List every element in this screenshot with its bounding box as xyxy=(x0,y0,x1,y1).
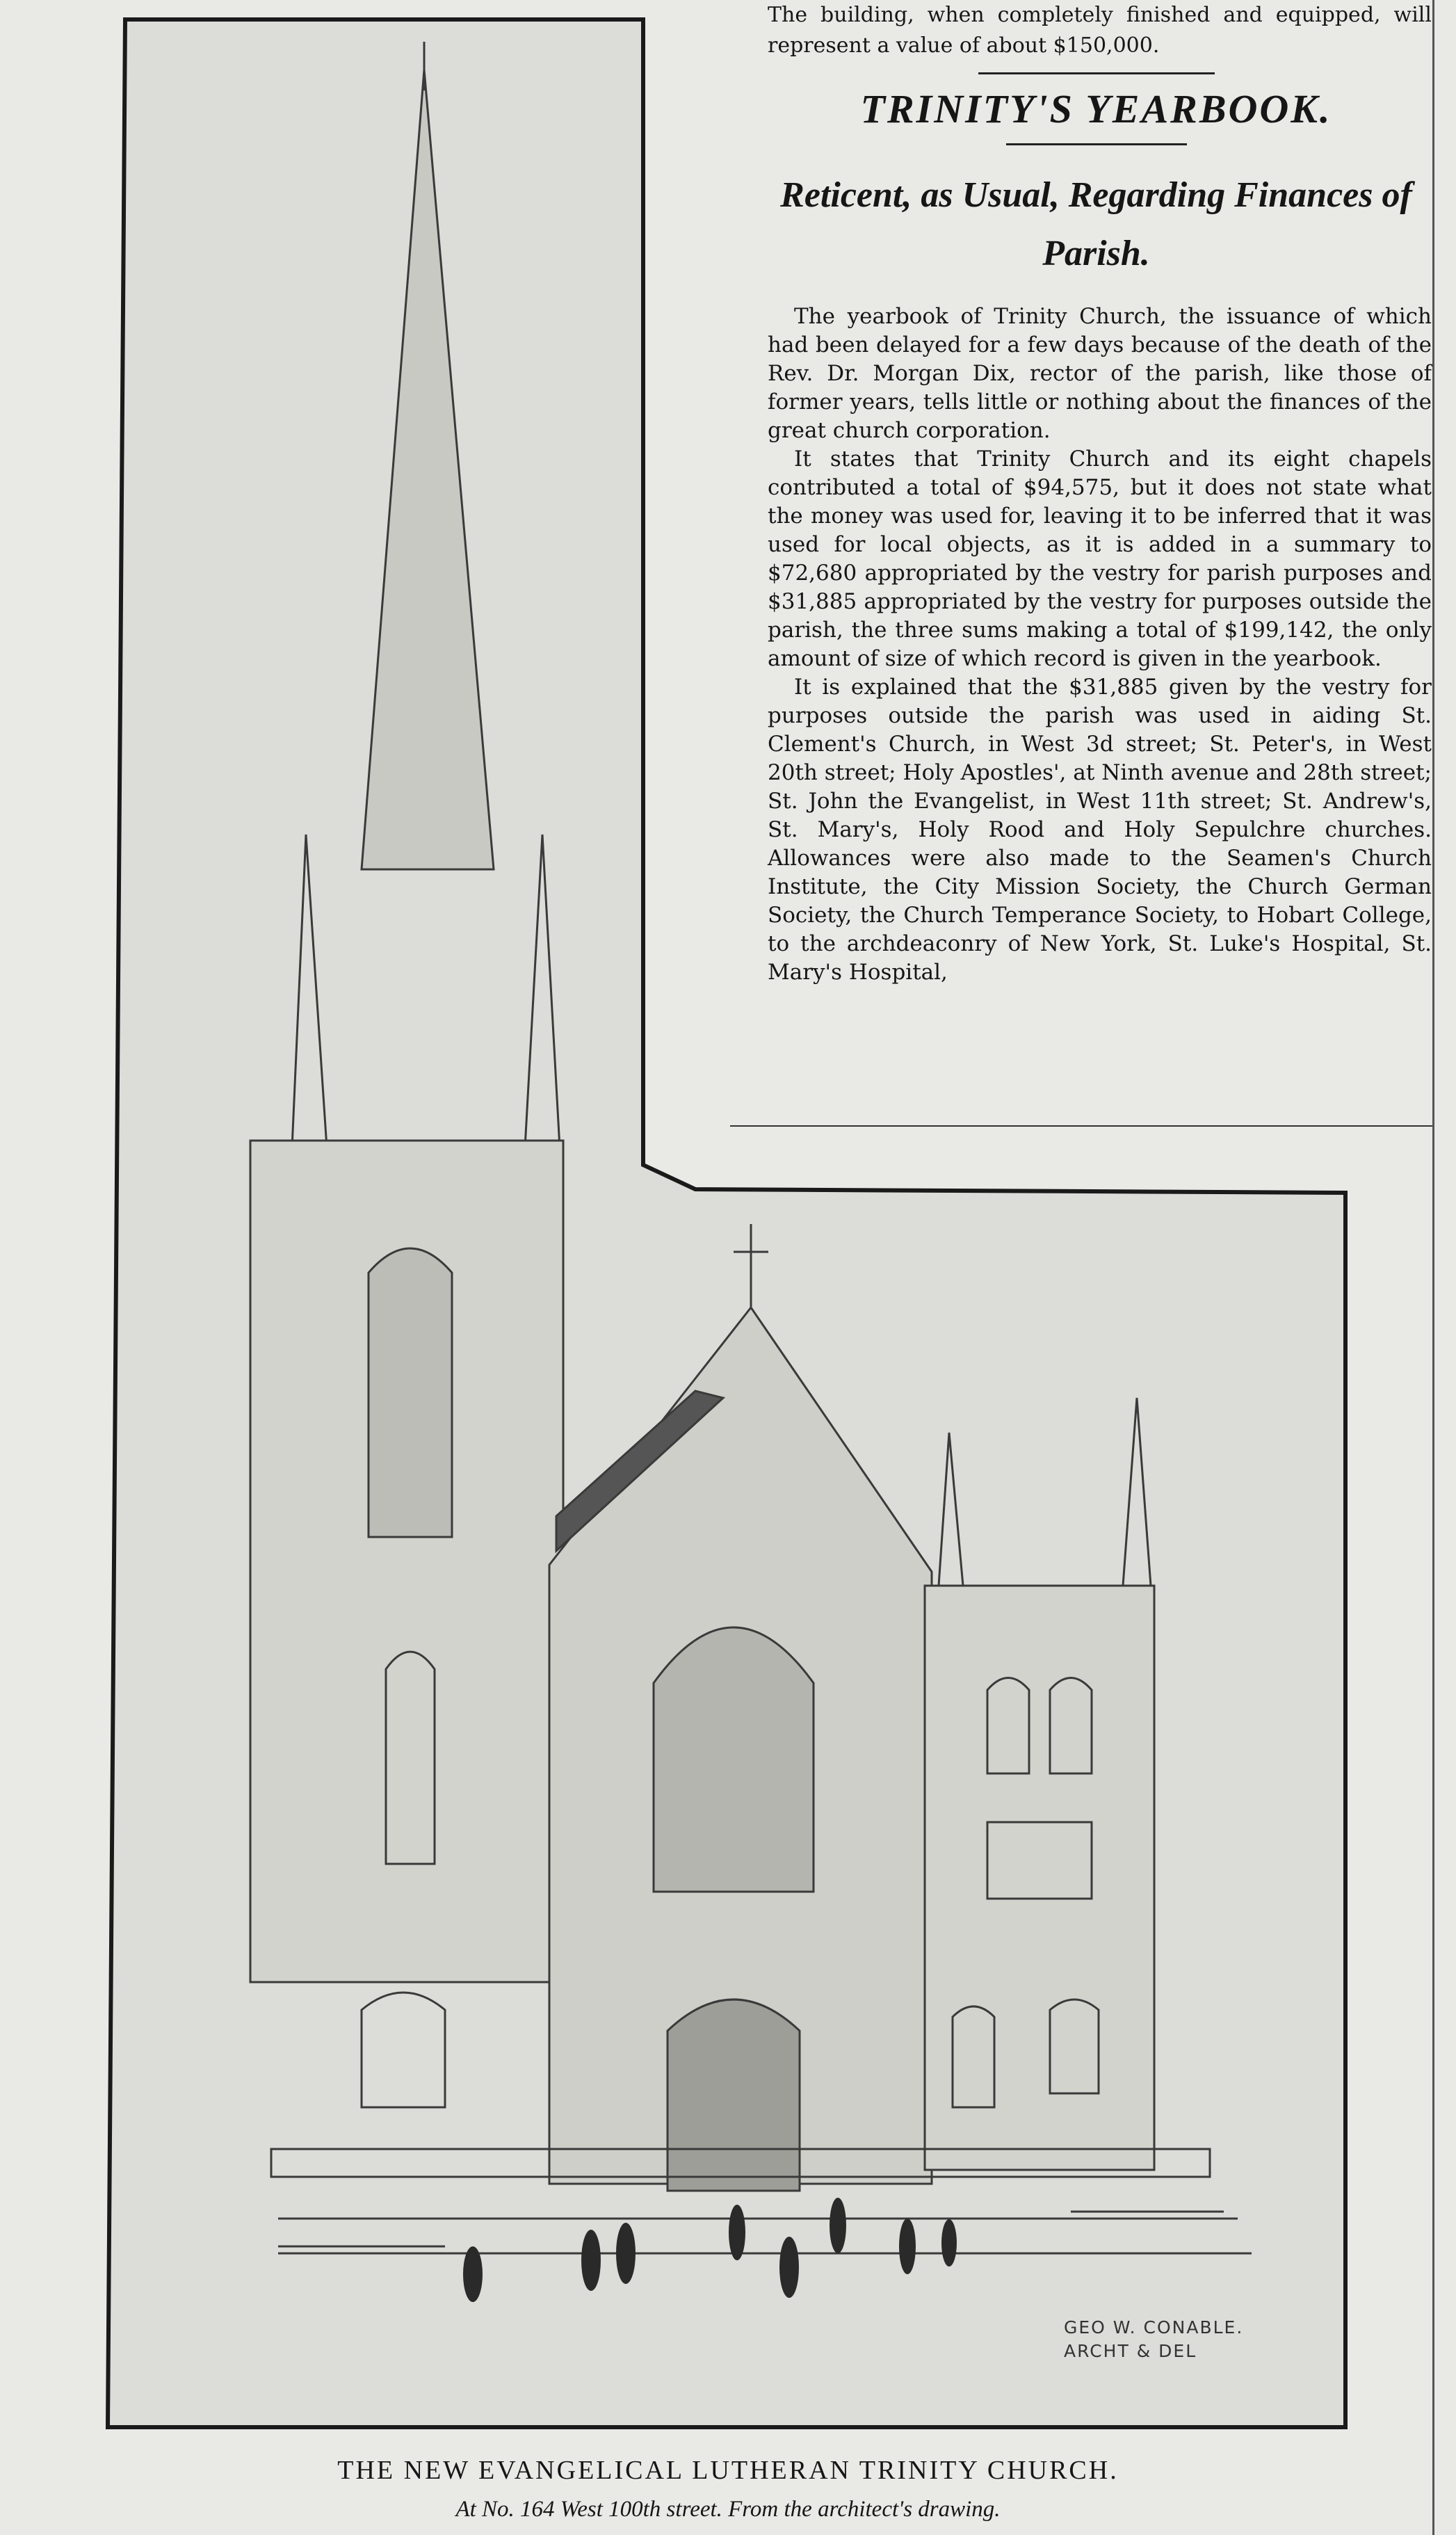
column-border xyxy=(1432,0,1434,2535)
signature-line-2: ARCHT & DEL xyxy=(1064,2341,1197,2361)
article-paragraph-1: The yearbook of Trinity Church, the issuance of which had been delayed for a few days because of the death of the Rev. Dr. Morgan Dix, rector of the parish, like those of former years, tells little or nothing about the finances of the great church corporation. xyxy=(768,304,1432,443)
divider-rule xyxy=(978,72,1215,74)
artist-signature xyxy=(1064,2316,1286,2363)
article-body xyxy=(754,303,1439,987)
article-column xyxy=(754,0,1439,1130)
article-paragraph-2: It states that Trinity Church and its eight chapels contributed a total of $94,575, but it does not state what the money was used for, leaving it to be inferred that it was used for local objects, as it is added in a summary to $72,680 appropriated by the vestry for parish purposes and $31,885 appropriated by the vestry for purposes outside the parish, the three sums making a total of $199,142, the only amount of size of which record is given in the yearbook. xyxy=(768,446,1432,671)
lead-paragraph: The building, when completely finished and equipped, will represent a value of about $150,000. xyxy=(768,3,1432,58)
article-paragraph-3: It is explained that the $31,885 given by the vestry for purposes outside the parish was used in aiding St. Clement's Church, in West 3d street; St. Peter's, in West 20th street; Holy Apostles', at Ninth avenue and 28th street; St. John the Evangelist, in West 11th street; St. Andrew's, St. Mary's, Holy Rood and Holy Sepulchre churches. Allowances were also made to the Seamen's Church Institute, the City Mission Society, the Church German Society, the Church Temperance Society, to Hobart College, to the archdeaconry of New York, St. Luke's Hospital, St. Mary's Hospital, xyxy=(768,675,1432,985)
article-headline: TRINITY'S YEARBOOK. xyxy=(860,86,1332,131)
article-subheadline: Reticent, as Usual, Regarding Finances of Parish. xyxy=(780,175,1412,273)
signature-line-1: GEO W. CONABLE. xyxy=(1064,2317,1244,2337)
column-end-rule xyxy=(730,1125,1432,1127)
illustration-caption-subtitle: At No. 164 West 100th street. From the architect's drawing. xyxy=(455,2497,1001,2522)
illustration-caption-title: THE NEW EVANGELICAL LUTHERAN TRINITY CHURCH. xyxy=(337,2456,1119,2485)
divider-rule xyxy=(1006,143,1187,145)
